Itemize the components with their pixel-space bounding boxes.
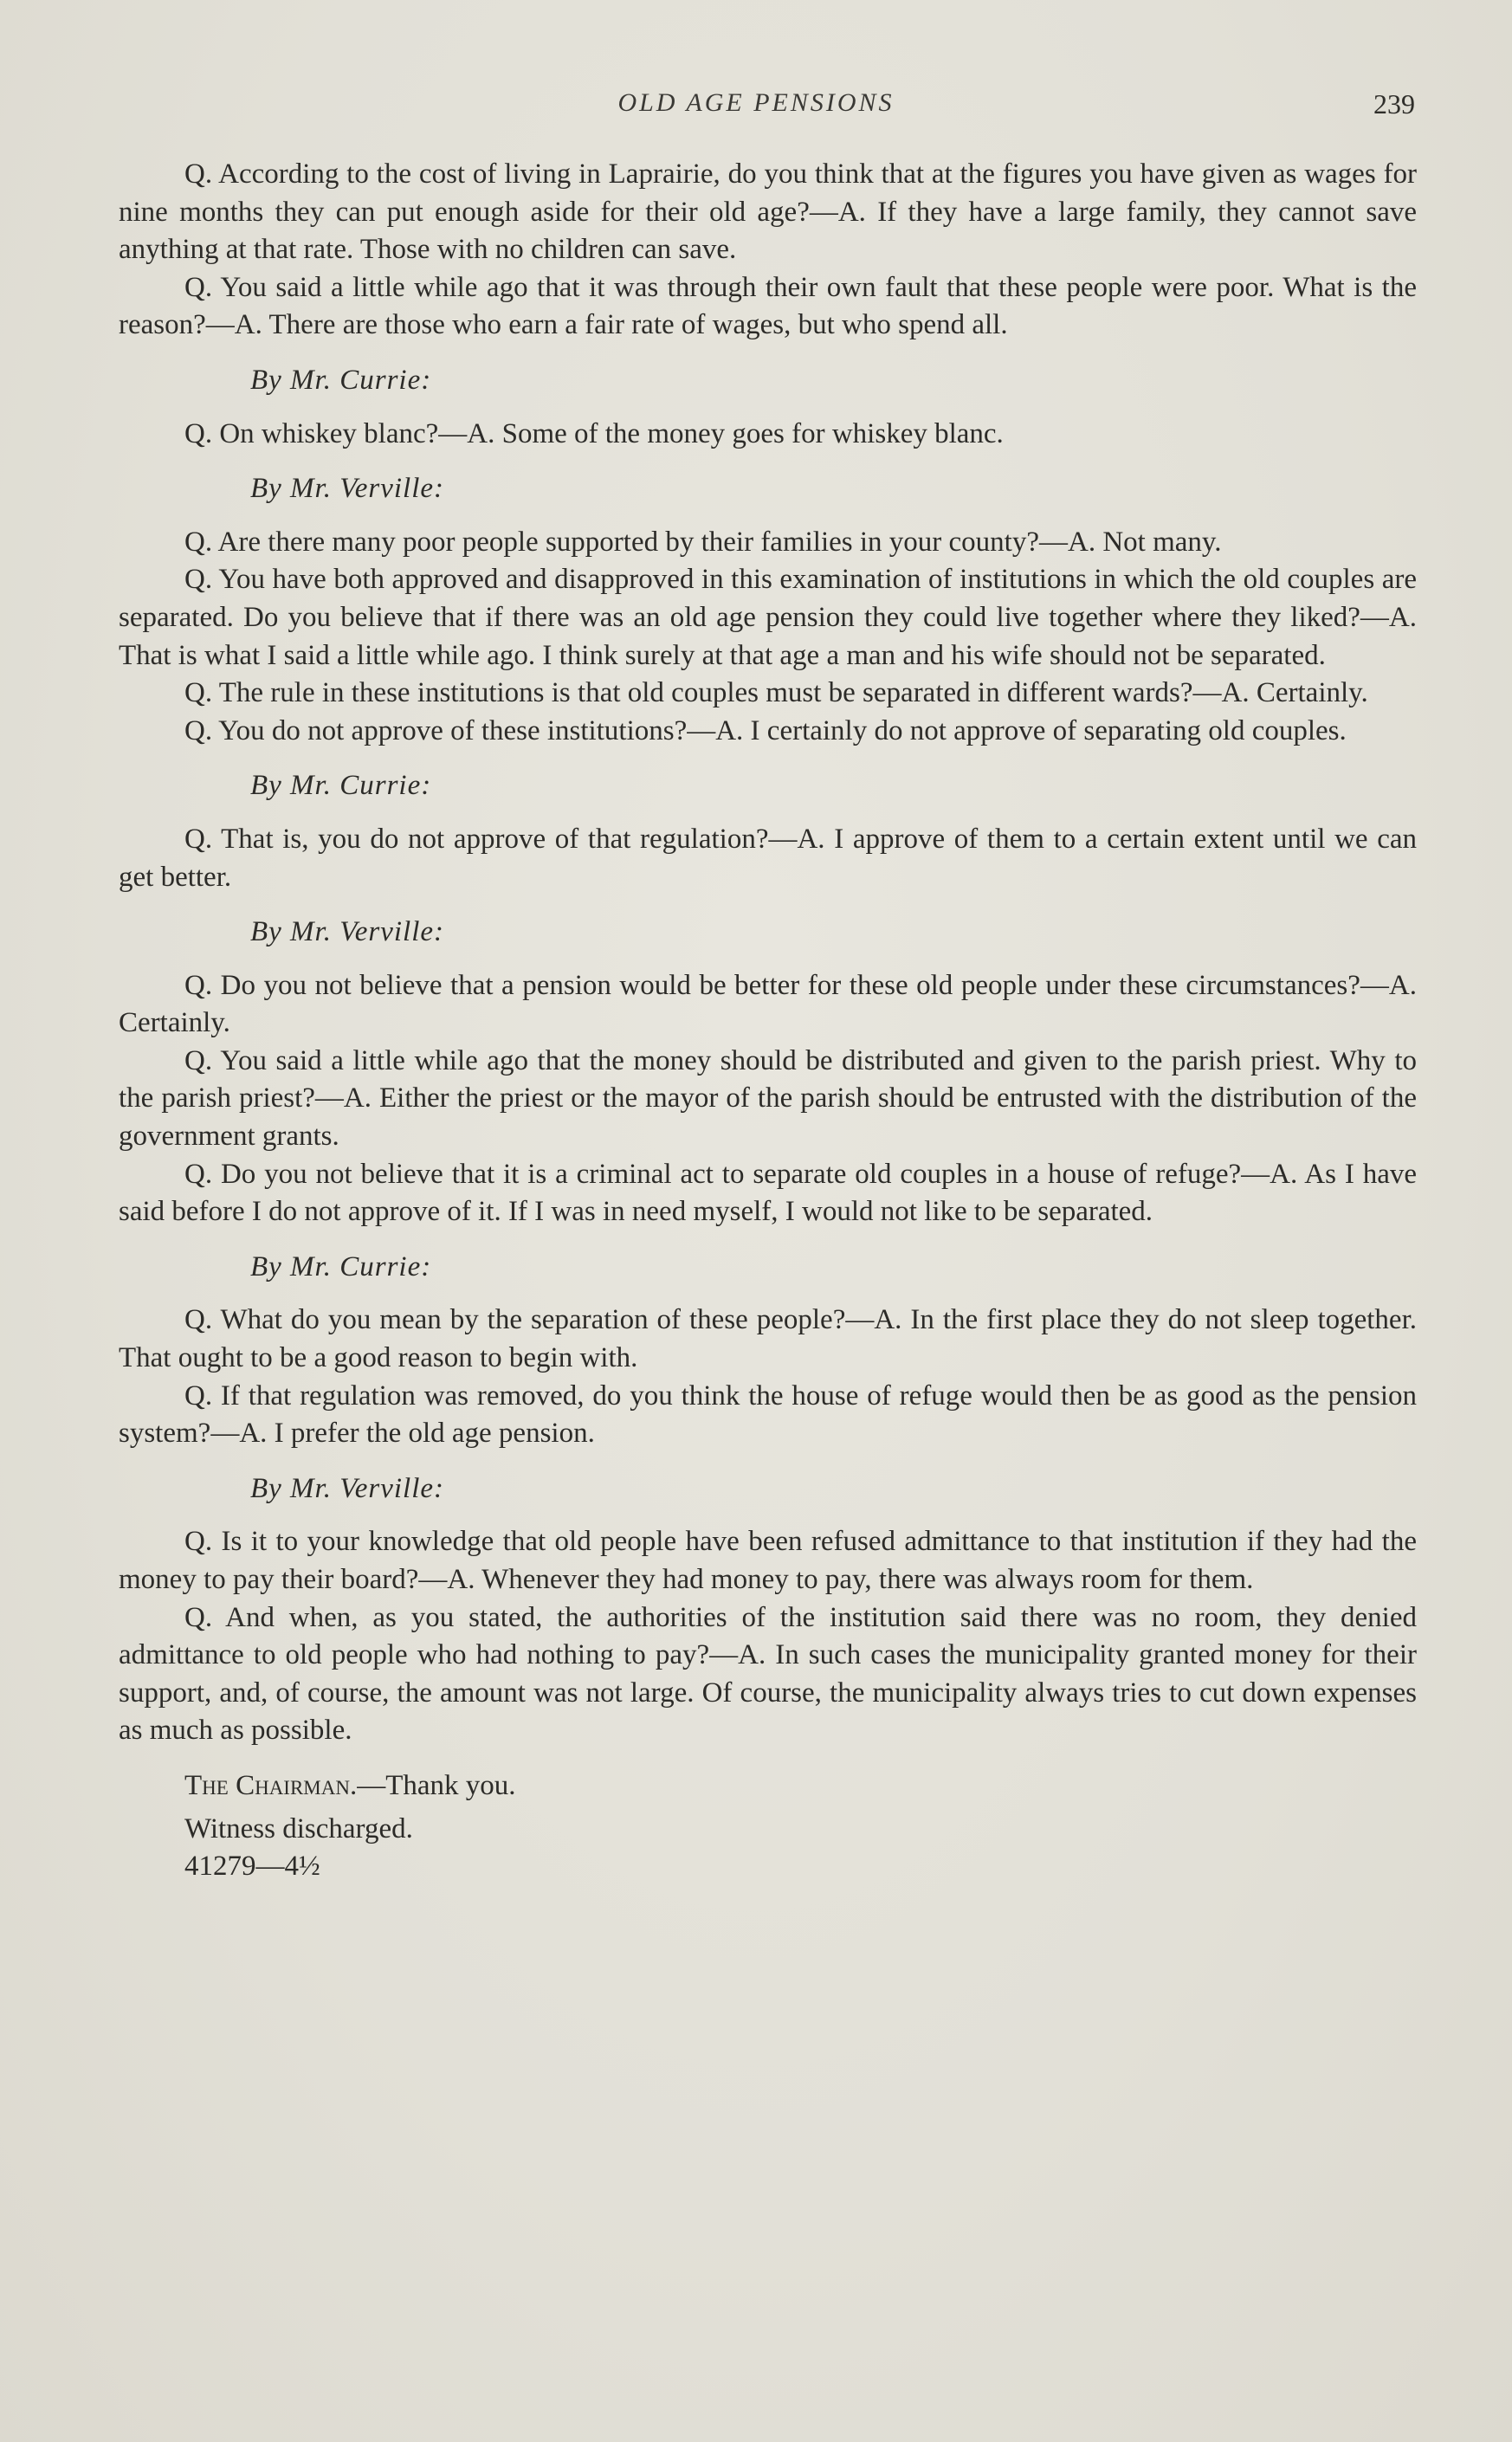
testimony-paragraph: Q. According to the cost of living in Laprairie, do you think that at the figures you have given as wages for nine months they can put enough aside for their old age?—A. If they have a large family, they cannot save anything at that rate. Those with no children can save. — [119, 158, 1417, 266]
testimony-paragraph: Q. You said a little while ago that the money should be distributed and given to the parish priest. Why to the parish priest?—A. Either the priest or the mayor of the parish should be entrusted with the distribution of the government grants. — [119, 1044, 1417, 1153]
speaker-heading: By Mr. Verville: — [250, 473, 445, 505]
testimony-paragraph: Q. The rule in these institutions is that old couples must be separated in different wards?—A. Certainly. — [184, 677, 1368, 709]
chairman-line — [119, 1767, 1417, 1806]
closing-section — [119, 1767, 1417, 1886]
speaker-heading: By Mr. Currie: — [250, 1250, 432, 1282]
testimony-paragraph: Q. If that regulation was removed, do you think the house of refuge would then be as good as the pension system?—A. I prefer the old age pension. — [119, 1379, 1417, 1450]
testimony-paragraph: Q. Do you not believe that a pension would be better for these old people under these circumstances?—A. Certainly. — [119, 969, 1417, 1039]
testimony-paragraph: Q. You said a little while ago that it was through their own fault that these people were poor. What is the reason?—A. There are those who earn a fair rate of wages, but who spend all. — [119, 271, 1417, 341]
chairman-name: The Chairman — [184, 1769, 350, 1801]
speaker-heading: By Mr. Currie: — [250, 364, 432, 396]
chairman-remark: .—Thank you. — [349, 1769, 516, 1801]
signature-mark: 41279—4½ — [184, 1851, 320, 1883]
testimony-paragraph: Q. And when, as you stated, the authorities of the institution said there was no room, they denied admittance to old people who had nothing to pay?—A. In such cases the municipality granted money for their support, and, of course, the amount was not large. Of course, the municipality always tries to cut down expenses as much as possible. — [119, 1601, 1417, 1747]
testimony-paragraph: Q. What do you mean by the separation of these people?—A. In the first place they do not sleep together. That ought to be a good reason to begin with. — [119, 1304, 1417, 1374]
testimony-paragraph: Q. Do you not believe that it is a criminal act to separate old couples in a house of refuge?—A. As I have said before I do not approve of it. If I was in need myself, I would not like to be separated. — [119, 1158, 1417, 1228]
testimony-paragraph: Q. You have both approved and disapproved in this examination of institutions in which the old couples are separated. Do you believe that if there was an old age pension they could live together where they liked?—A. That is what I said a little while ago. I think surely at that age a man and his wife should not be separated. — [119, 564, 1417, 671]
running-header — [0, 88, 1512, 123]
testimony-paragraph: Q. That is, you do not approve of that regulation?—A. I approve of them to a certain extent until we can get better. — [119, 823, 1417, 893]
testimony-body — [119, 156, 1417, 1886]
witness-discharged: Witness discharged. — [184, 1812, 413, 1844]
speaker-heading: By Mr. Currie: — [250, 770, 432, 802]
speaker-heading: By Mr. Verville: — [250, 1472, 445, 1504]
testimony-paragraph: Q. Is it to your knowledge that old people have been refused admittance to that institution if they had the money to pay their board?—A. Whenever they had money to pay, there was always room for them. — [119, 1526, 1417, 1595]
speaker-heading: By Mr. Verville: — [250, 916, 445, 948]
testimony-paragraph: Q. Are there many poor people supported by their families in your county?—A. Not many. — [184, 526, 1222, 558]
running-title: OLD AGE PENSIONS — [617, 88, 895, 117]
page-number: 239 — [1373, 88, 1415, 120]
testimony-paragraph: Q. You do not approve of these institutions?—A. I certainly do not approve of separating old couples. — [184, 714, 1347, 746]
testimony-paragraph: Q. On whiskey blanc?—A. Some of the money goes for whiskey blanc. — [184, 417, 1004, 449]
